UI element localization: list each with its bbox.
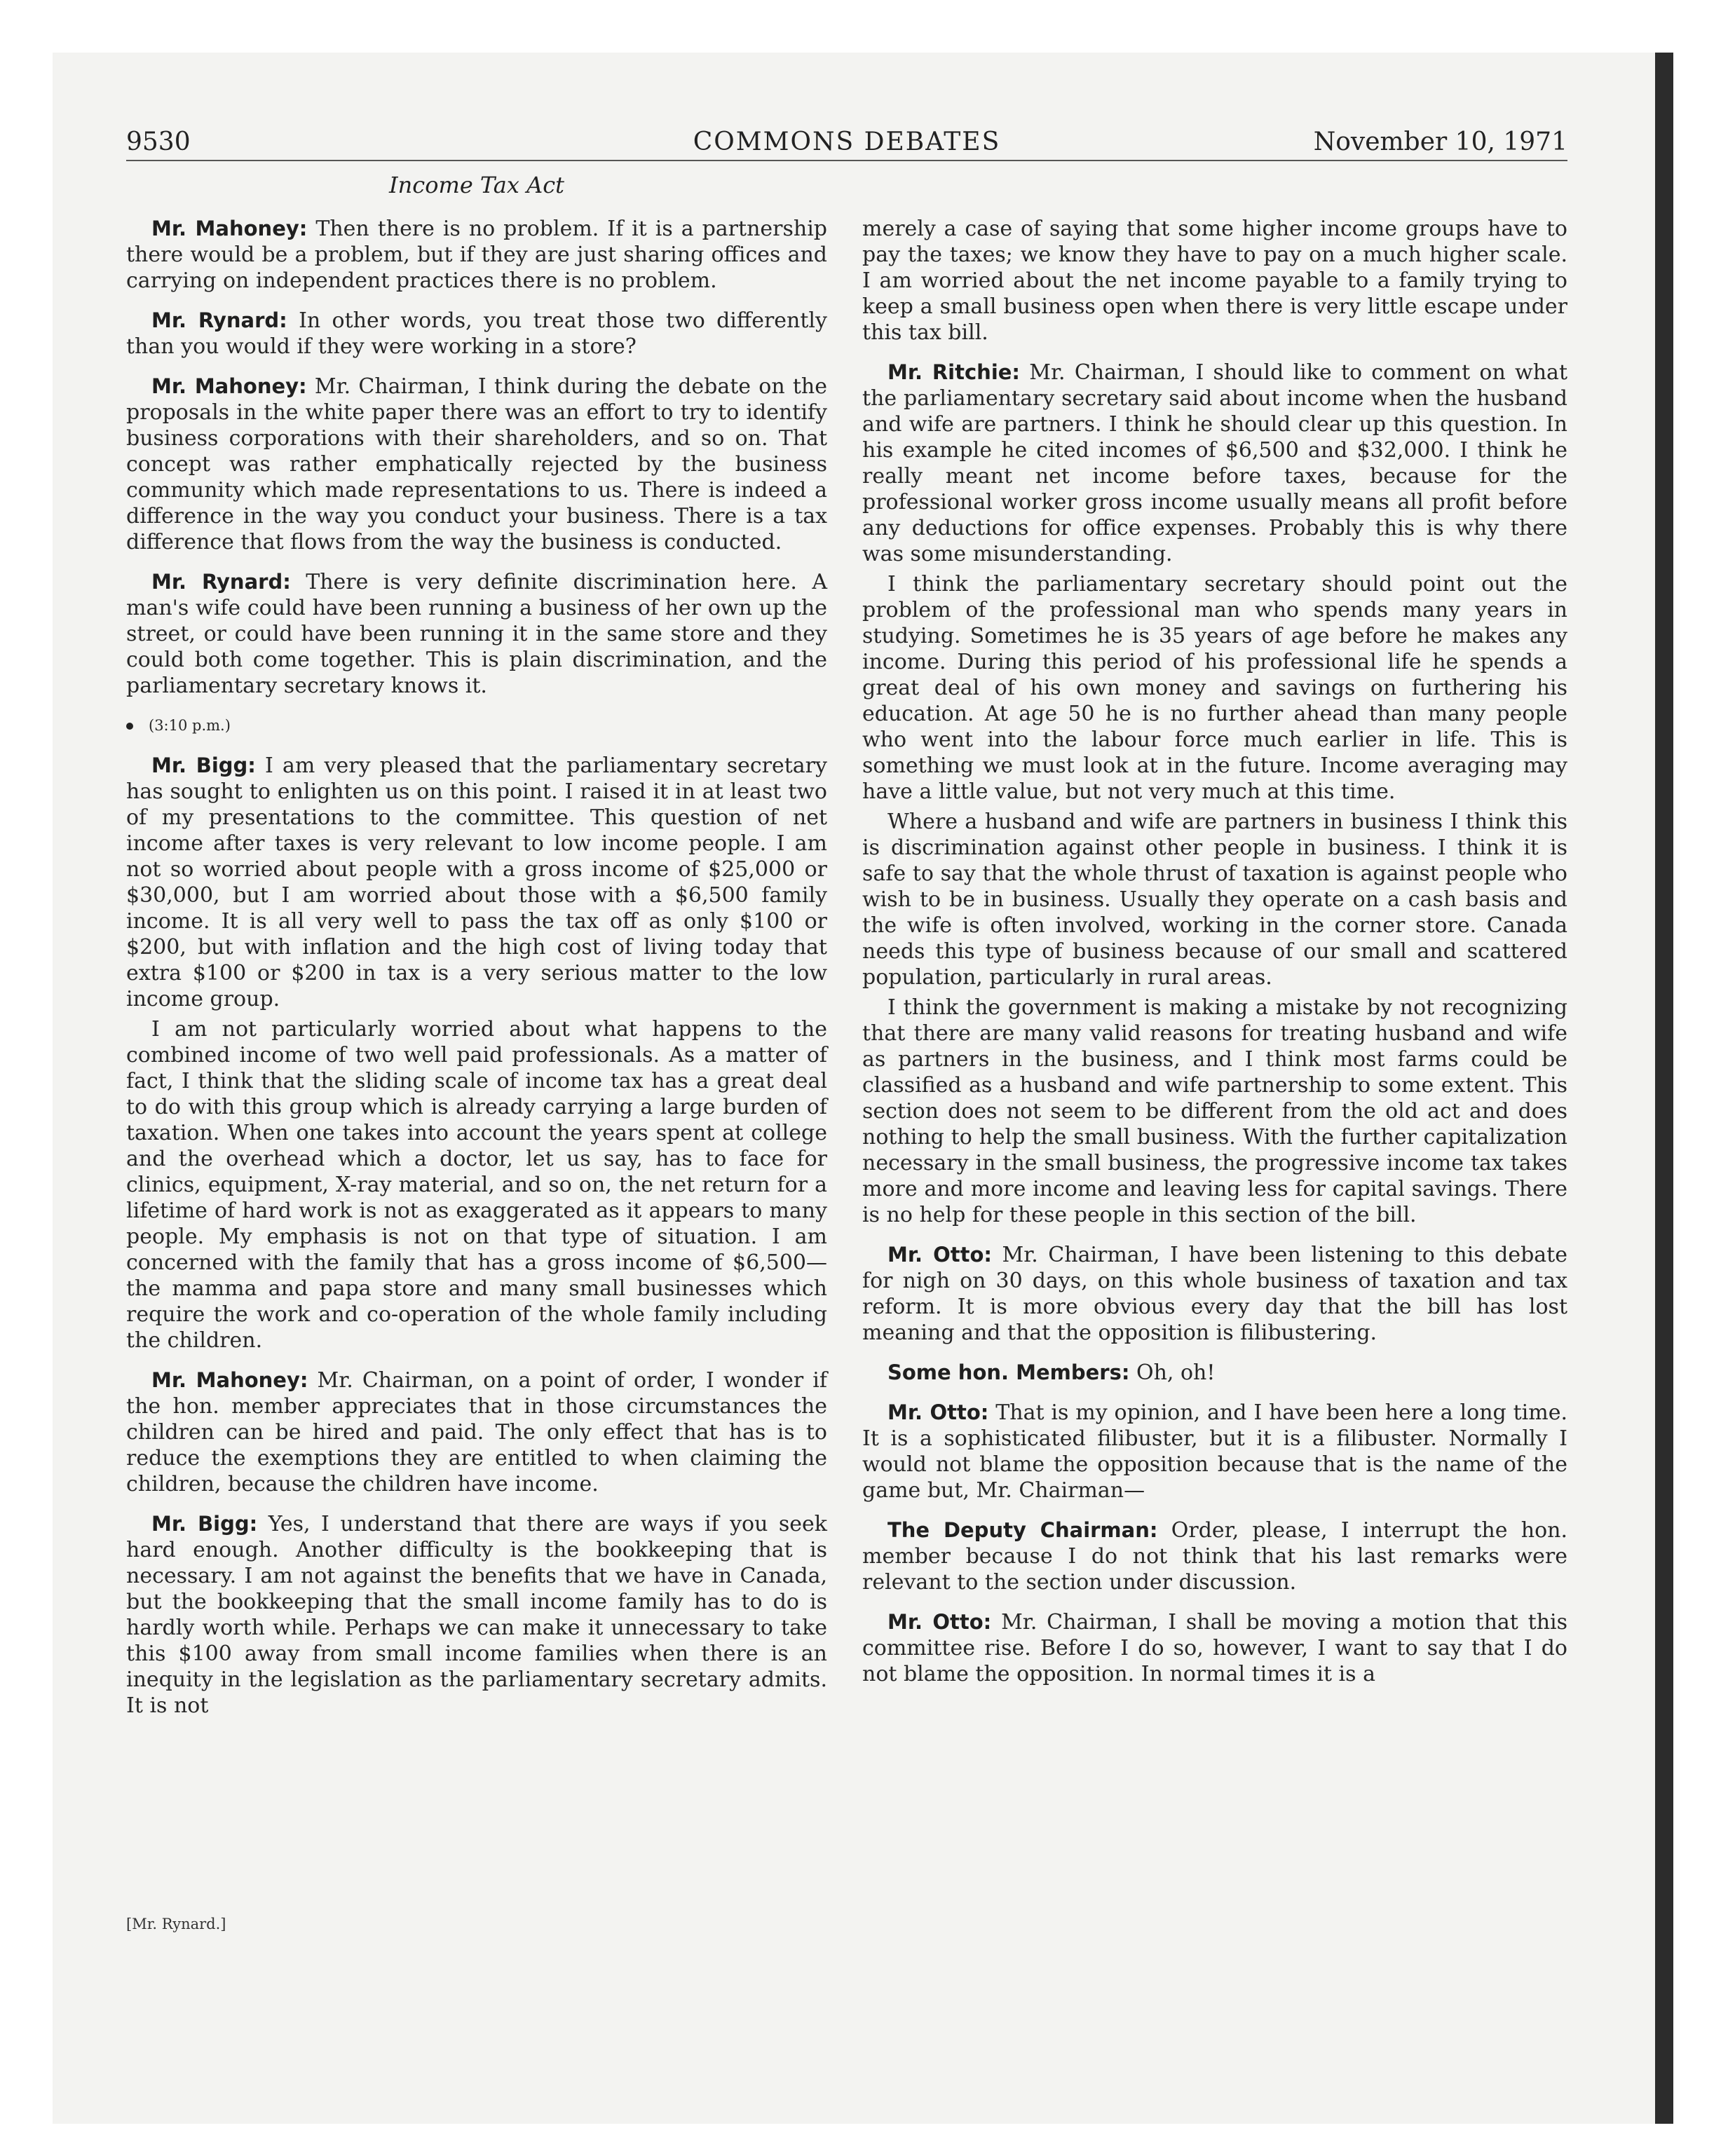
right-column [862,216,1567,1701]
bullet-icon [126,723,133,730]
section-title: Income Tax Act [389,172,564,198]
speaker-name: Mr. Mahoney: [151,217,308,240]
speaker-name: Mr. Rynard: [151,308,287,332]
paragraph-text: Yes, I understand that there are ways if you seek hard enough. Another difficulty is the bookkeeping that is necessary. I am not against the benefits that we have in Canada, but the bookkeeping that the small income family has to do is hardly worth while. Perhaps we can make it unnecessary to take this $100 away from small income families when there is an inequity in the legislation as the parliamentary secretary admits. It is not [126,1512,827,1718]
paragraph [862,995,1567,1228]
paragraph-text: Mr. Chairman, I think during the debate on the proposals in the white paper there was an effort to try to identify business corporations with their shareholders, and so on. That concept was rather emphatically rejected by the business community which made representations to us. There is indeed a difference in the way you conduct your business. There is a tax difference that flows from the way the business is conducted. [126,374,827,554]
paragraph-text: Mr. Chairman, I should like to comment on what the parliamentary secretary said about income when the husband and wife are partners. I think he should clear up this question. In his example he cited incomes of $6,500 and $32,000. I think he really meant net income before taxes, because for the professional worker gross income usually means all profit before any deductions for office expenses. Probably this is why there was some misunderstanding. [862,360,1567,566]
speaker-name: Mr. Bigg: [151,753,256,777]
timestamp-text: (3:10 p.m.) [149,717,231,734]
paragraph [126,1367,827,1497]
paragraph-text: In other words, you treat those two differently than you would if they were working in a store? [126,308,827,359]
speaker-name: Some hon. Members: [887,1360,1130,1384]
paragraph [126,569,827,699]
paragraph-text: That is my opinion, and I have been here a long time. It is a sophisticated filibuster, but it is a filibuster. Normally I would not blame the opposition because that is the name of the game but, Mr. Chairman— [862,1400,1567,1503]
page-header [126,128,1567,161]
page-number: 9530 [126,128,191,156]
paragraph [126,308,827,360]
speaker-name: Mr. Rynard: [151,570,291,594]
paragraph-text: Order, please, I interrupt the hon. member because I do not think that his last remarks were relevant to the section under discussion. [862,1518,1567,1595]
paragraph [126,374,827,555]
speaker-name: Mr. Otto: [887,1610,992,1634]
speaker-name: Mr. Mahoney: [151,1368,308,1392]
paragraph [862,1609,1567,1687]
footer-note: [Mr. Rynard.] [126,1916,226,1932]
speaker-name: The Deputy Chairman: [887,1518,1158,1542]
paragraph-text: I am very pleased that the parliamentary secretary has sought to enlighten us on this point. I raised it in at least two of my presentations to the committee. This question of net income after taxes is very relevant to low income people. I am not so worried about people with a gross income of $25,000 or $30,000, but I am worried about those with a $6,500 family income. It is all very well to pass the tax off as only $100 or $200, but with inflation and the high cost of living today that extra $100 or $200 in tax is a very serious matter to the low income group. [126,753,827,1011]
speaker-name: Mr. Ritchie: [887,360,1021,384]
paragraph [126,753,827,1012]
paragraph [862,809,1567,990]
paragraph-text: I think the government is making a mistake by not recognizing that there are many valid reasons for treating husband and wife as partners in the business, and I think most farms could be classified as a husband and wife partnership to some extent. This section does not seem to be different from the old act and does nothing to help the small business. With the further capitalization necessary in the small business, the progressive income tax takes more and more income and leaving less for capital savings. There is no help for these people in this section of the bill. [862,995,1567,1227]
paragraph-text: There is very definite discrimination here. A man's wife could have been running a business of her own up the street, or could have been running it in the same store and they could both come together. This is plain discrimination, and the parliamentary secretary knows it. [126,570,828,698]
paragraph [862,571,1567,805]
paragraph [862,1360,1567,1386]
paragraph-text: Mr. Chairman, I have been listening to this debate for nigh on 30 days, on this whole business of taxation and tax reform. It is more obvious every day that the bill has lost meaning and that the opposition is filibustering. [862,1243,1567,1345]
scan-edge-shadow [1655,53,1673,2124]
paragraph-text: merely a case of saying that some higher income groups have to pay the taxes; we know they have to pay on a much higher scale. I am worried about the net income payable to a family trying to keep a small business open when there is very little escape under this tax bill. [862,217,1567,345]
paragraph [862,360,1567,567]
paragraph [126,216,827,294]
publication-title: COMMONS DEBATES [693,128,1001,156]
paragraph [862,216,1567,346]
speaker-name: Mr. Otto: [887,1400,989,1424]
timestamp [126,713,827,739]
paragraph-text: Mr. Chairman, on a point of order, I wonder if the hon. member appreciates that in those circumstances the children can be hired and paid. The only effect that has is to reduce the exemptions they are entitled to when claiming the children, because the children have income. [126,1368,827,1496]
paragraph-text: Mr. Chairman, I shall be moving a motion that this committee rise. Before I do so, however, I want to say that I do not blame the opposition. In normal times it is a [862,1610,1568,1686]
publication-date: November 10, 1971 [1313,128,1567,156]
speaker-name: Mr. Otto: [887,1243,992,1267]
speaker-name: Mr. Mahoney: [151,374,307,398]
paragraph [862,1400,1567,1503]
left-column [126,216,827,1733]
paragraph [862,1242,1567,1346]
paragraph [862,1517,1567,1595]
paragraph [126,1511,827,1719]
paragraph-text: Where a husband and wife are partners in business I think this is discrimination against other people in business. I think it is safe to say that the whole thrust of taxation is against people who wish to be in business. Usually they operate on a cash basis and the wife is often involved, working in the corner store. Canada needs this type of business because of our small and scattered population, particularly in rural areas. [862,810,1567,990]
paragraph-text: Oh, oh! [1136,1360,1216,1385]
paragraph-text: Then there is no problem. If it is a partnership there would be a problem, but if they are just sharing offices and carrying on independent practices there is no problem. [126,217,827,293]
paragraph-text: I am not particularly worried about what happens to the combined income of two well paid professionals. As a matter of fact, I think that the sliding scale of income tax has a great deal to do with this group which is already carrying a large burden of taxation. When one takes into account the years spent at college and the overhead which a doctor, let us say, has to face for clinics, equipment, X-ray material, and so on, the net return for a lifetime of hard work is not as exaggerated as it appears to many people. My emphasis is not on that type of situation. I am concerned with the family that has a gross income of $6,500—the mamma and papa store and many small businesses which require the work and co-operation of the whole family including the children. [126,1017,827,1353]
paragraph-text: I think the parliamentary secretary should point out the problem of the professional man who spends many years in studying. Sometimes he is 35 years of age before he makes any income. During this period of his professional life he spends a great deal of his own money and savings on furthering his education. At age 50 he is no further ahead than many people who went into the labour force much earlier in life. This is something we must look at in the future. Income averaging may have a little value, but not very much at this time. [862,572,1567,804]
speaker-name: Mr. Bigg: [151,1512,258,1536]
paragraph [126,1016,827,1353]
